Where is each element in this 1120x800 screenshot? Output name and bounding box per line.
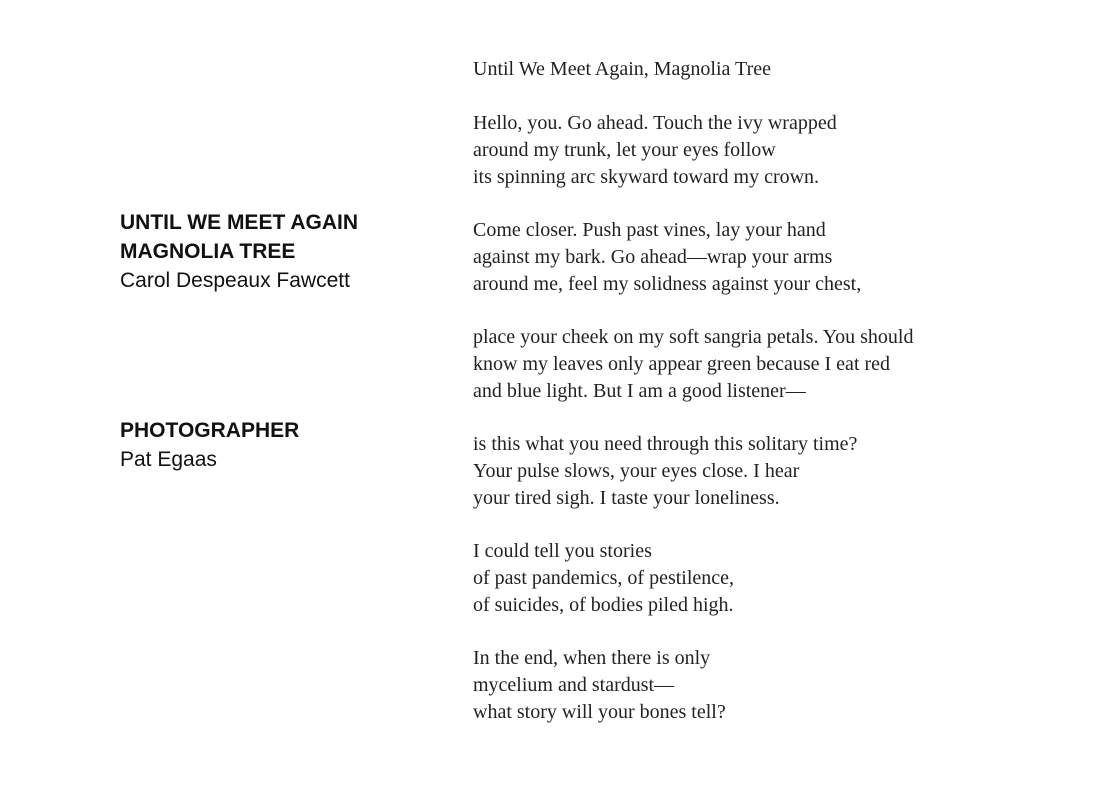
stanza-2	[473, 217, 1093, 298]
poem-body	[473, 56, 1093, 752]
stanza-5	[473, 538, 1093, 619]
poem-line: Hello, you. Go ahead. Touch the ivy wrapped	[473, 112, 837, 134]
credit-title-line1: UNTIL WE MEET AGAIN	[120, 211, 358, 234]
poem-line: around my trunk, let your eyes follow	[473, 139, 776, 161]
poem-line: Come closer. Push past vines, lay your hand	[473, 219, 826, 241]
poem-line: In the end, when there is only	[473, 647, 711, 669]
poem-line: what story will your bones tell?	[473, 701, 726, 723]
stanza-3	[473, 324, 1093, 405]
poem-line: of past pandemics, of pestilence,	[473, 567, 735, 589]
poem-line: its spinning arc skyward toward my crown.	[473, 166, 820, 188]
photographer-name: Pat Egaas	[120, 448, 217, 471]
poem-title: Until We Meet Again, Magnolia Tree	[473, 58, 771, 80]
poem-line: around me, feel my solidness against your chest,	[473, 273, 862, 295]
poem-line: and blue light. But I am a good listener—	[473, 380, 806, 402]
poem-line: place your cheek on my soft sangria petals. You should	[473, 326, 914, 348]
poem-line: your tired sigh. I taste your loneliness.	[473, 487, 780, 509]
poem-line: mycelium and stardust—	[473, 674, 675, 696]
photographer-label: PHOTOGRAPHER	[120, 419, 300, 442]
stanza-1	[473, 110, 1093, 191]
poem-line: is this what you need through this solitary time?	[473, 433, 858, 455]
poem-line: against my bark. Go ahead—wrap your arms	[473, 246, 833, 268]
credit-title-line2: MAGNOLIA TREE	[120, 240, 296, 263]
photographer-credits	[120, 416, 440, 474]
poem-credits	[120, 208, 440, 295]
poem-line: of suicides, of bodies piled high.	[473, 594, 734, 616]
poem-line: know my leaves only appear green because I eat red	[473, 353, 891, 375]
stanza-4	[473, 431, 1093, 512]
poem-line: Your pulse slows, your eyes close. I hear	[473, 460, 800, 482]
stanza-6	[473, 645, 1093, 726]
author-name: Carol Despeaux Fawcett	[120, 269, 350, 292]
poem-line: I could tell you stories	[473, 540, 652, 562]
